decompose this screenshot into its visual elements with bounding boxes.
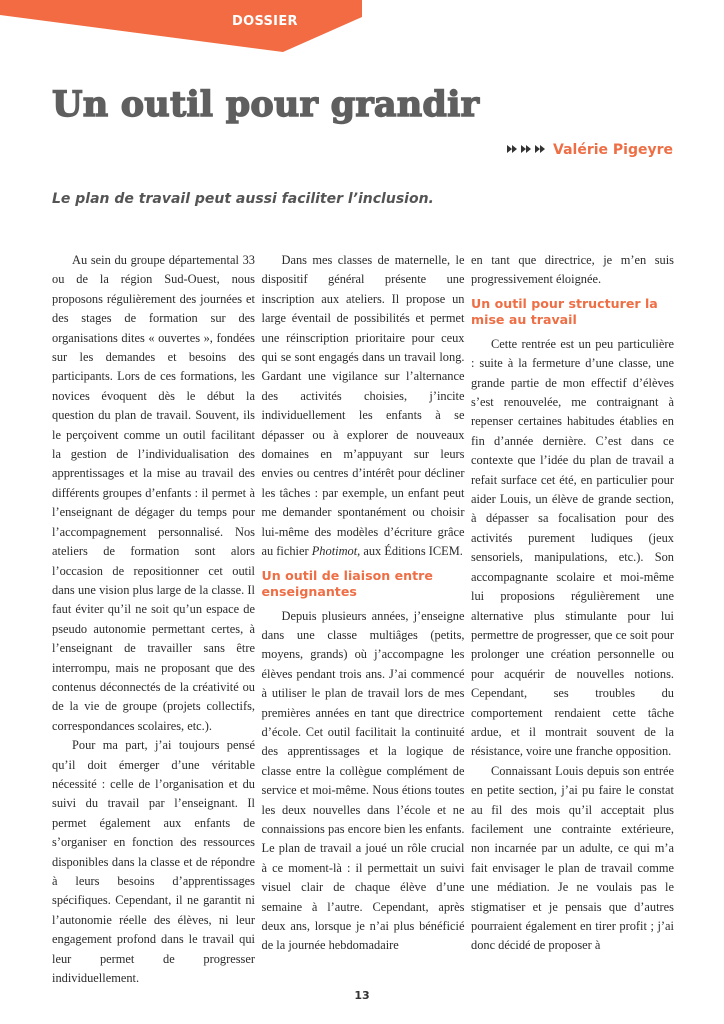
publication-title: Photimot (311, 544, 358, 559)
paragraph: Pour ma part, j’ai toujours pensé qu’il doit émerger d’une véritable nécessité : celle de l’organisation et du suivi du travail par l’enseignant. Il permet également aux enfants de s’organiser en fonction des ressources disponibles dans la classe et de répondre à leurs besoins d’apprentissages spécifiques. Cependant, il ne garantit ni l’autonomie réelle des élèves, ni leur engagement profond dans le travail qui leur permet de progresser individuellement. (52, 738, 255, 986)
paragraph: Connaissant Louis depuis son entrée en petite section, j’ai pu faire le constat au fil des mois qu’il acceptait plus facilement une contrainte extérieure, non incarnée par un adulte, ce qui m’a fait envisager le plan de travail comme une médiation. Je ne voulais pas le stigmatiser et je pensais que d’autres pourraient également en tirer profit ; j’ai donc décidé de proposer à (471, 763, 674, 953)
article-title: Un outil pour grandir (52, 84, 480, 125)
section-label: DOSSIER (232, 14, 298, 29)
article-body (52, 251, 674, 986)
paragraph-continued: en tant que directrice, je m’en suis progressivement éloignée. (471, 253, 674, 287)
column-1 (52, 251, 255, 986)
page-number: 13 (354, 989, 370, 1002)
paragraph: Cette rentrée est un peu particulière : suite à la fermeture d’une classe, une grande partie de mon effectif d’élèves s’est renouvelée, me contraignant à repenser certaines habitudes établies en fin d’année dernière. C’est dans ce contexte que l’idée du plan de travail a refait surface cet été, en particulier pour aider Louis, un élève de grande section, à dépasser sa focalisation pour des activités purement ludiques (jeux sensoriels, manipulations, etc.). Son accompagnante scolaire et moi-même lui proposions régulièrement une alternative plus stimulante pour lui permettre de progresser, que ce soit pour prolonger une création personnelle ou pour acquérir de nouvelles notions. Cependant, ses troubles du comportement rendaient cette tâche ardue, et il montrait souvent de la résistance, voire une franche opposition. (471, 336, 674, 759)
paragraph: Au sein du groupe départemental 33 ou de la région Sud-Ouest, nous proposons régulièrement des journées et des stages de formation sur des organisations dites « ouvertes », fondées sur les demandes et besoins des participants. Lors de ces formations, les novices évoquent dès le début la question du plan de travail. Souvent, ils le perçoivent comme un outil facilitant la gestion de l’individualisation des apprentissages et la mise au travail des différents groupes d’enfants : il permet à l’enseignant de dégager du temps pour l’accompagnement personnalisé. Nos ateliers de formation sont alors l’occasion de repositionner cet outil dans une vision plus large de la classe. Il faut éviter qu’il ne soit qu’un espace de pseudo autonomie permettant certes, à l’enseignant de travailler sans être interrompu, mais ne proposant que des contenus déconnectés de la créativité ou de la vie de groupe (projets collectifs, correspondances scolaires, etc.). (52, 253, 255, 733)
byline (507, 142, 673, 158)
paragraph-text: , aux Éditions ICEM. (357, 544, 463, 559)
section-heading: Un outil pour structurer la mise au travail (471, 295, 658, 327)
triple-fast-forward-arrows-icon (507, 144, 547, 156)
paragraph-text: Dans mes classes de maternelle, le dispositif général présente une inscription aux ateliers. Il propose un large éventail de possibilités et permet une réinscription prioritaire pour ceux qui se sont engagés dans un travail long. Gardant une vigilance sur l’alternance des activités choisies, j’incite individuellement les enfants à se dépasser ou à explorer de nouveaux domaines en m’appuyant sur leurs envies ou centres d’intérêt pour décliner les tâches : par exemple, un enfant peut me demander spontanément ou choisir lui-même des modèles d’écriture grâce au fichier (261, 253, 465, 559)
paragraph (262, 251, 465, 562)
author-name: Valérie Pigeyre (553, 142, 673, 158)
paragraph: Depuis plusieurs années, j’enseigne dans une classe multiâges (petits, moyens, grands) où j’accompagne les élèves pendant trois ans. J’ai commencé à utiliser le plan de travail lors de mes premières années en tant que directrice d’école. Cet outil facilitait la continuité des apprentissages et la logique de classe entre la collègue complément de service et moi-même. Nous étions toutes les deux nouvelles dans l’école et ne connaissions pas encore bien les enfants. Le plan de travail a joué un rôle crucial à ce moment-là : il permettait un suivi visuel clair de chaque élève d’une semaine à l’autre. Cependant, après deux ans, lorsque je n’ai plus bénéficié de la journée hebdomadaire (261, 608, 465, 953)
section-banner (0, 0, 362, 53)
section-heading: Un outil de liaison entre enseignantes (261, 567, 433, 599)
column-3 (471, 251, 674, 961)
banner-shape (0, 0, 362, 53)
article-lead: Le plan de travail peut aussi faciliter l’inclusion. (52, 191, 434, 207)
column-2 (262, 251, 465, 961)
